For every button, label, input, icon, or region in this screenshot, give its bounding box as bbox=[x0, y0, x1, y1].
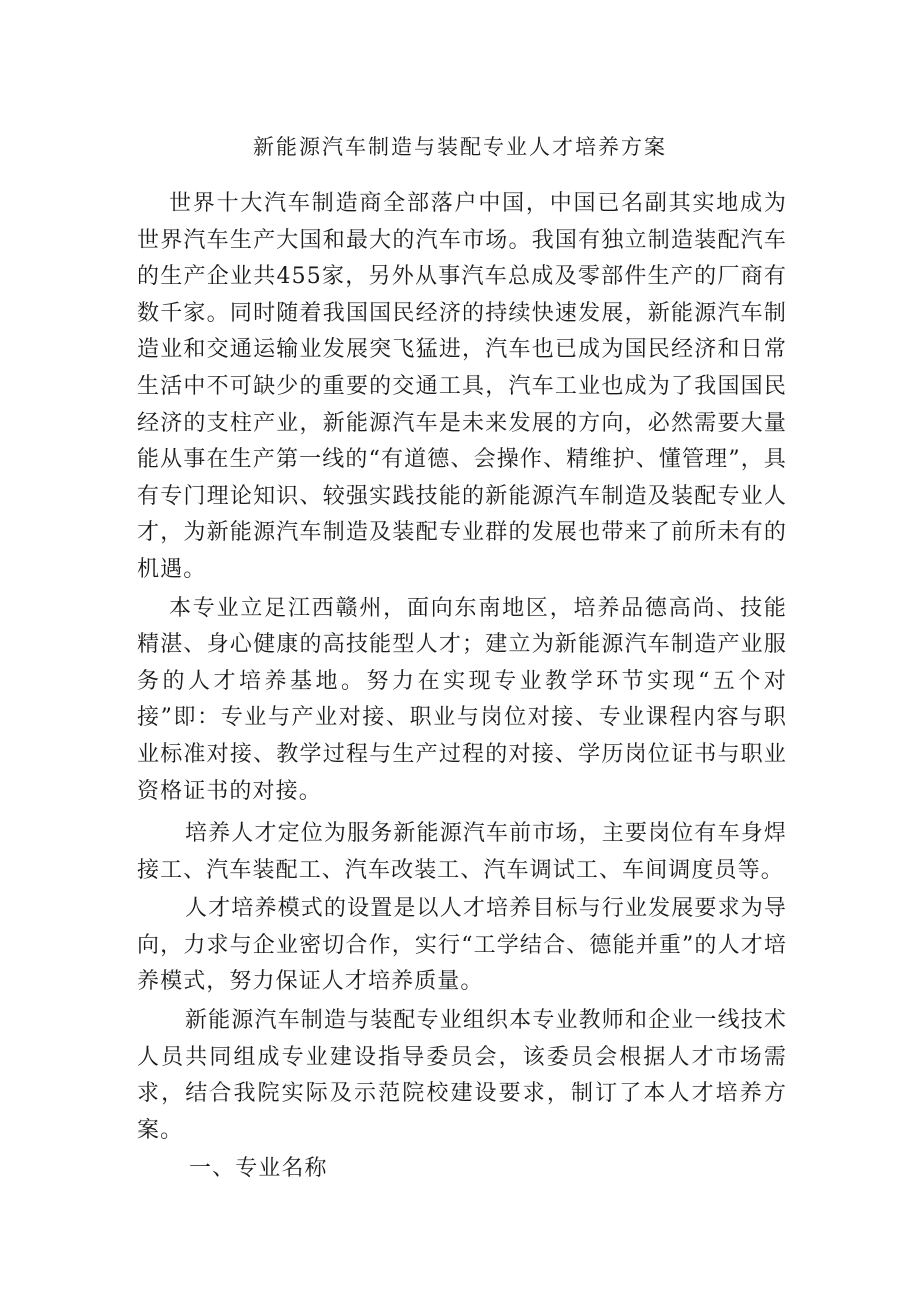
paragraph-training-model: 人才培养模式的设置是以人才培养目标与行业发展要求为导向，力求与企业密切合作，实行“工学结合、德能并重”的人才培养模式，努力保证人才培养质量。 bbox=[137, 896, 787, 995]
document-title: 新能源汽车制造与装配专业人才培养方案 bbox=[253, 135, 667, 159]
paragraph-talent-positioning: 培养人才定位为服务新能源汽车前市场，主要岗位有车身焊接工、汽车装配工、汽车改装工、汽车调试工、车间调度员等。 bbox=[137, 821, 787, 883]
section-heading-program-name: 一、专业名称 bbox=[189, 1156, 328, 1182]
document-body bbox=[137, 186, 787, 1188]
paragraph-program-positioning: 本专业立足江西赣州，面向东南地区，培养品德高尚、技能精湛、身心健康的高技能型人才；建立为新能源汽车制造产业服务的人才培养基地。努力在实现专业教学环节实现“五个对接”即：专业与产业对接、职业与岗位对接、专业课程内容与职业标准对接、教学过程与生产过程的对接、学历岗位证书与职业资格证书的对接。 bbox=[137, 595, 787, 804]
paragraph-industry-background: 世界十大汽车制造商全部落户中国，中国已名副其实地成为世界汽车生产大国和最大的汽车市场。我国有独立制造装配汽车的生产企业共455家，另外从事汽车总成及零部件生产的厂商有数千家。同时随着我国国民经济的持续快速发展，新能源汽车制造业和交通运输业发展突飞猛进，汽车也已成为国民经济和日常生活中不可缺少的重要的交通工具，汽车工业也成为了我国国民经济的支柱产业，新能源汽车是未来发展的方向，必然需要大量能从事在生产第一线的“有道德、会操作、精维护、懂管理”，具有专门理论知识、较强实践技能的新能源汽车制造及装配专业人才，为新能源汽车制造及装配专业群的发展也带来了前所未有的机遇。 bbox=[137, 191, 787, 582]
paragraph-committee: 新能源汽车制造与装配专业组织本专业教师和企业一线技术人员共同组成专业建设指导委员会，该委员会根据人才市场需求，结合我院实际及示范院校建设要求，制订了本人才培养方案。 bbox=[137, 1008, 787, 1143]
